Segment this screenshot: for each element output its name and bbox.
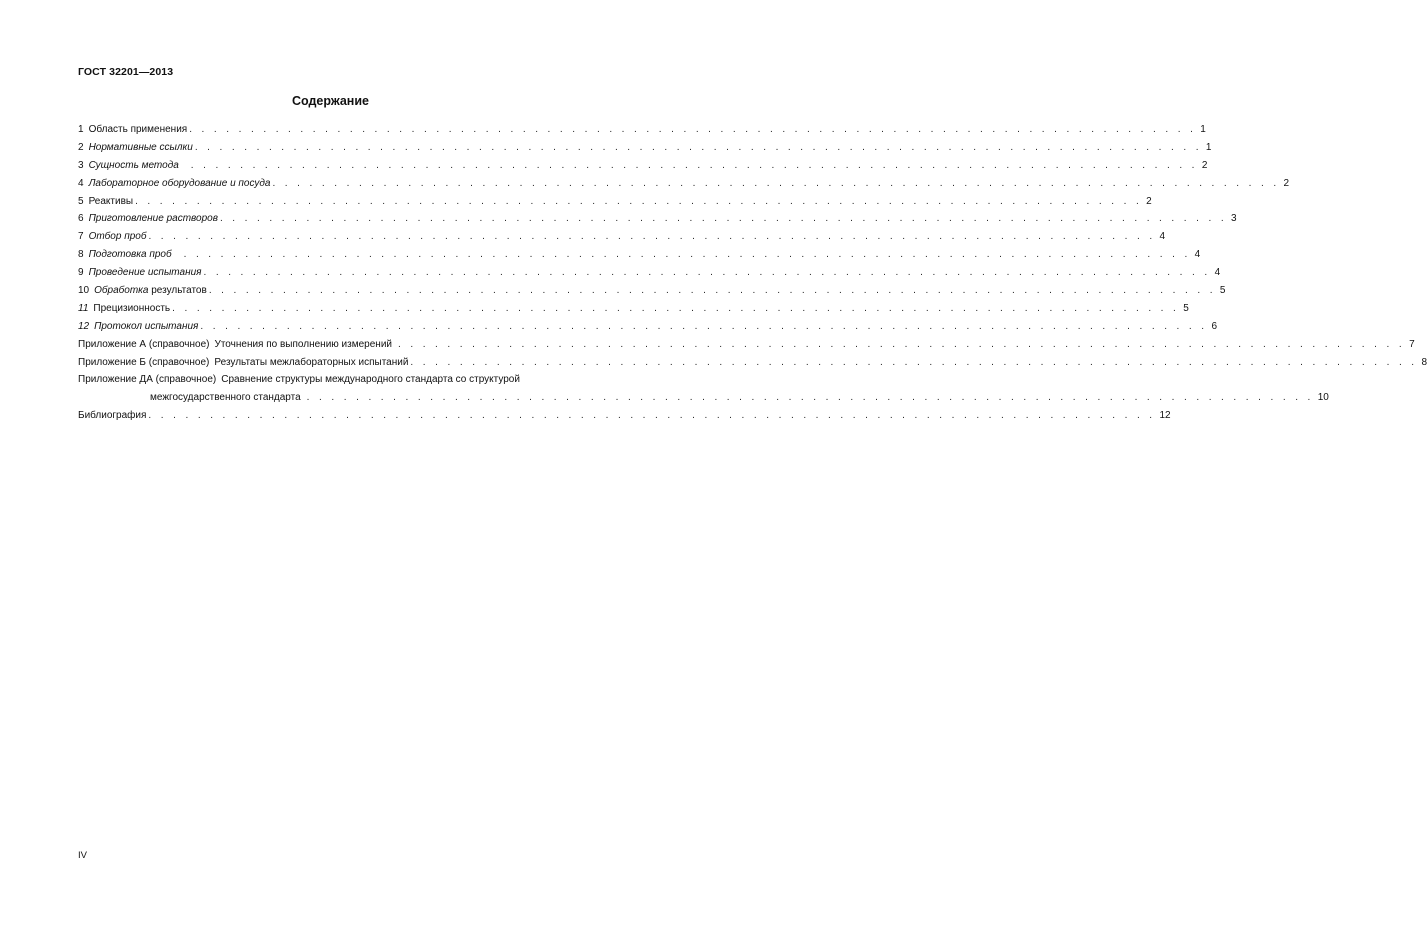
toc-item-title: Область применения: [88, 124, 188, 135]
toc-leader-dots: . . . . . . . . . . . . . . . . . . . . . . . . . . . . . . . . . . . . . . . . . . . . . . . . . . . . . . . . . . . . . . . . . . . . . . . . . . . . . . . . . .: [148, 231, 1156, 243]
toc-leader-dots: . . . . . . . . . . . . . . . . . . . . . . . . . . . . . . . . . . . . . . . . . . . . . . . . . . . . . . . . . . . . . . . . . . . . . . . . . . . . . . . . . .: [397, 338, 1406, 350]
toc-item-title: Проведение испытания: [88, 267, 202, 279]
toc-leader-dots: . . . . . . . . . . . . . . . . . . . . . . . . . . . . . . . . . . . . . . . . . . . . . . . . . . . . . . . . . . . . . . . . . . . . . . . . . . . . . . . . . .: [190, 159, 1198, 171]
toc-item-page: 2: [1283, 177, 1290, 189]
toc-appendix-title-continuation: межгосударственного стандарта: [150, 392, 301, 404]
document-code: ГОСТ 32201—2013: [78, 66, 174, 78]
toc-leader-dots: . . . . . . . . . . . . . . . . . . . . . . . . . . . . . . . . . . . . . . . . . . . . . . . . . . . . . . . . . . . . . . . . . . . . . . . . . . . . . . . . . .: [194, 141, 1202, 153]
toc-item-page: 4: [1194, 249, 1201, 261]
toc-bibliography-title: Библиография: [78, 410, 147, 422]
toc-item-page: 5: [1183, 302, 1189, 314]
toc-appendix-page: 8: [1421, 356, 1427, 368]
toc-item-page: 5: [1219, 285, 1226, 297]
toc-item[interactable]: [78, 193, 1152, 211]
toc-bibliography[interactable]: [78, 407, 1171, 425]
toc-item-number: 7: [78, 231, 84, 243]
toc-appendix[interactable]: [78, 336, 1415, 354]
toc-appendix-page: 10: [1317, 392, 1329, 404]
toc-item-number: 11: [78, 302, 89, 314]
toc-item-title: Реактивы: [88, 195, 134, 207]
toc-item-number: 8: [78, 249, 84, 261]
toc-item-number: 4: [78, 177, 84, 189]
toc-item[interactable]: [78, 121, 1206, 139]
toc-item-number: 1: [78, 124, 84, 135]
toc-appendix-continuation[interactable]: [78, 389, 1329, 407]
toc-title: Содержание: [291, 94, 369, 108]
toc-item[interactable]: [78, 228, 1166, 246]
toc-item[interactable]: [78, 264, 1221, 282]
toc-leader-dots: . . . . . . . . . . . . . . . . . . . . . . . . . . . . . . . . . . . . . . . . . . . . . . . . . . . . . . . . . . . . . . . . . . . . . . . . . . . . . . . . . .: [183, 249, 1191, 261]
toc-item-page: 2: [1201, 159, 1208, 171]
toc-item-title: Подготовка проб: [88, 249, 172, 261]
toc-item[interactable]: [78, 318, 1218, 336]
toc-item[interactable]: [78, 157, 1208, 175]
toc-item-page: 3: [1231, 213, 1237, 225]
toc-appendix-title: Уточнения по выполнению измерений: [214, 338, 392, 350]
table-of-contents: [78, 121, 1427, 425]
toc-leader-dots: . . . . . . . . . . . . . . . . . . . . . . . . . . . . . . . . . . . . . . . . . . . . . . . . . . . . . . . . . . . . . . . . . . . . . . . . . . . . . . . . . .: [203, 267, 1211, 279]
toc-item[interactable]: [78, 246, 1201, 264]
toc-appendix-label: Приложение Б (справочное): [78, 356, 210, 368]
toc-item-page: 4: [1214, 267, 1221, 279]
toc-item-title: Лабораторное оборудование и посуда: [88, 177, 271, 189]
toc-leader-dots: . . . . . . . . . . . . . . . . . . . . . . . . . . . . . . . . . . . . . . . . . . . . . . . . . . . . . . . . . . . . . . . . . . . . . . . . . . . . . . . . . .: [148, 410, 1156, 422]
toc-appendix-page: 7: [1409, 338, 1415, 350]
toc-item-title: [94, 282, 207, 300]
toc-item-page: 1: [1200, 124, 1206, 135]
toc-item-title: Прецизионность: [93, 302, 171, 314]
toc-leader-dots: . . . . . . . . . . . . . . . . . . . . . . . . . . . . . . . . . . . . . . . . . . . . . . . . . . . . . . . . . . . . . . . . . . . . . . . . . . . . . . . . . .: [172, 302, 1180, 314]
toc-item[interactable]: [78, 282, 1226, 300]
toc-item-page: 2: [1146, 195, 1152, 207]
toc-leader-dots: . . . . . . . . . . . . . . . . . . . . . . . . . . . . . . . . . . . . . . . . . . . . . . . . . . . . . . . . . . . . . . . . . . . . . . . . . . . . . . . . . .: [189, 124, 1197, 135]
toc-leader-dots: . . . . . . . . . . . . . . . . . . . . . . . . . . . . . . . . . . . . . . . . . . . . . . . . . . . . . . . . . . . . . . . . . . . . . . . . . . . . . . . . . .: [410, 356, 1418, 368]
toc-item-page: 4: [1159, 231, 1166, 243]
toc-item-title: Отбор проб: [88, 231, 147, 243]
toc-item[interactable]: [78, 210, 1237, 228]
toc-leader-dots: . . . . . . . . . . . . . . . . . . . . . . . . . . . . . . . . . . . . . . . . . . . . . . . . . . . . . . . . . . . . . . . . . . . . . . . . . . . . . . . . . .: [306, 392, 1314, 404]
toc-item-number: 2: [78, 141, 84, 153]
toc-item-number: 6: [78, 213, 84, 225]
toc-leader-dots: . . . . . . . . . . . . . . . . . . . . . . . . . . . . . . . . . . . . . . . . . . . . . . . . . . . . . . . . . . . . . . . . . . . . . . . . . . . . . . . . . .: [219, 213, 1228, 225]
toc-appendix[interactable]: [78, 371, 614, 389]
toc-item-page: 1: [1205, 141, 1212, 153]
toc-item-number: 5: [78, 195, 84, 207]
toc-item[interactable]: [78, 175, 1290, 193]
toc-item[interactable]: [78, 300, 1189, 318]
toc-item-number: 12: [78, 320, 90, 332]
toc-item-title: Нормативные ссылки: [88, 141, 193, 153]
toc-item-number: 9: [78, 267, 84, 279]
toc-item-title-italic-part: Обработка: [94, 285, 149, 297]
toc-item-title: Приготовление растворов: [88, 213, 218, 225]
toc-item-title: Сущность метода: [88, 159, 179, 171]
page-number: IV: [78, 850, 87, 861]
toc-item-title-regular-part: результатов: [148, 285, 207, 297]
toc-appendix-label: Приложение ДА (справочное): [78, 374, 217, 386]
toc-bibliography-page: 12: [1159, 410, 1171, 422]
toc-item-title: Протокол испытания: [94, 320, 199, 332]
toc-leader-dots: . . . . . . . . . . . . . . . . . . . . . . . . . . . . . . . . . . . . . . . . . . . . . . . . . . . . . . . . . . . . . . . . . . . . . . . . . . . . . . . . . .: [135, 195, 1143, 207]
toc-leader-dots: . . . . . . . . . . . . . . . . . . . . . . . . . . . . . . . . . . . . . . . . . . . . . . . . . . . . . . . . . . . . . . . . . . . . . . . . . . . . . . . . . .: [208, 285, 1216, 297]
toc-item[interactable]: [78, 139, 1212, 157]
toc-leader-dots: . . . . . . . . . . . . . . . . . . . . . . . . . . . . . . . . . . . . . . . . . . . . . . . . . . . . . . . . . . . . . . . . . . . . . . . . . . . . . . . . . .: [200, 320, 1208, 332]
toc-appendix-title: Сравнение структуры международного стандарта со структурой: [221, 374, 520, 386]
toc-item-number: 3: [78, 159, 84, 171]
toc-appendix-title: Результаты межлабораторных испытаний: [214, 356, 409, 368]
toc-leader-dots: . . . . . . . . . . . . . . . . . . . . . . . . . . . . . . . . . . . . . . . . . . . . . . . . . . . . . . . . . . . . . . . . . . . . . . . . . . . . . . . . . .: [272, 177, 1280, 189]
toc-appendix-label: Приложение А (справочное): [78, 338, 210, 350]
toc-item-number: 10: [78, 285, 90, 297]
toc-item-page: 6: [1211, 320, 1218, 332]
toc-appendix[interactable]: [78, 354, 1427, 372]
